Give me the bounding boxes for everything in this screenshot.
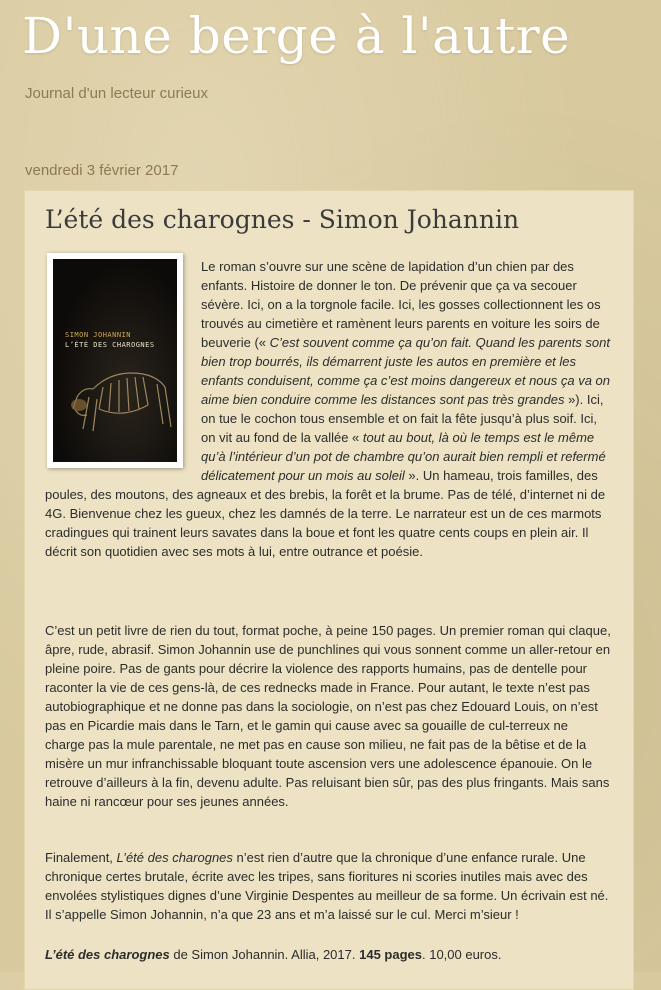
- blog-description: Journal d'un lecteur curieux: [25, 85, 208, 102]
- cover-title: L’ÉTÉ DES CHAROGNES: [65, 341, 155, 349]
- post-paragraph-1: Le roman s’ouvre sur une scène de lapidation d’un chien par des enfants. Histoire de donner le ton. De prévenir que ça va secouer sévère. Ici, on a la torgnole facile. Ici, les gosses collectionnent les os trouvés au cimetière et ramènent leurs parents en voiture les soirs de beuverie (« C’est souvent comme ça qu’on fait. Quand les parents sont bien trop bourrés, ils démarrent juste les autos en première et les enfants conduisent, comme ça c’est moins dangereux et nous ça va on aime bien conduire comme les distances sont pas très grandes »). Ici, on tue le cochon tous ensemble et on fait la fête jusqu’à plus soif. Ici, on vit au fond de la vallée « tout au bout, là où le temps est le même qu’à l’intérieur d’un pot de chambre qu’on aurait bien rempli et refermé délicatement pour un mois au soleil ». Un hameau, trois familles, des poules, des moutons, des agneaux et des brebis, la forêt et la brume. Pas de télé, d’internet ni de 4G. Bienvenue chez les gueux, chez les damnés de la terre. Le narrateur est un de ces marmots cradingues qui trainent leurs savates dans la boue et font les quatre cents coups en plein air. Il décrit son quotidien avec ses mots à lui, entre outrance et poésie.: [45, 259, 611, 559]
- post-title[interactable]: L’été des charognes - Simon Johannin: [45, 205, 520, 234]
- post-date: vendredi 3 février 2017: [25, 162, 179, 179]
- cover-author: SIMON JOHANNIN: [65, 331, 132, 339]
- blog-title[interactable]: D'une berge à l'autre: [22, 7, 571, 65]
- post-paragraph-2: C’est un petit livre de rien du tout, format poche, à peine 150 pages. Un premier roman qui claque, âpre, rude, abrasif. Simon Johannin use de punchlines qui vous sonnent comme un aller-retour en pleine poire. Pas de gants pour décrire la violence des rapports humains, pas de dentelle pour raconter la vie de ces gens-là, de ces rednecks made in France. Pour autant, le texte n’est pas autobiographique et ne donne pas dans la sociologie, on n’est pas chez Edouard Louis, on n’est pas en Picardie mais dans le Tarn, et le gamin qui cause avec sa gouaille de cul-terreux ne charge pas la mule parentale, ne met pas en cause son milieu, ne fait pas de la bêtise et de la misère un mur infranchissable bloquant toute ascension vers une adolescence épanouie. On le retrouve d’ailleurs à la fin, devenu adulte. Pas reluisant bien sûr, pas des plus fringants. Mais sans haine ni rancœur pour ses jeunes années.: [45, 623, 611, 809]
- post-book-info: L’été des charognes de Simon Johannin. Allia, 2017. 145 pages. 10,00 euros.: [45, 947, 502, 962]
- post-container: [24, 190, 634, 990]
- post-paragraph-3: Finalement, L’été des charognes n’est rien d’autre que la chronique d’une enfance rurale. Une chronique certes brutale, écrite avec les tripes, sans fioritures ni scories inutiles mais avec des envolées stylistiques dignes d’une Virginie Despentes au meilleur de sa forme. Un écrivain est né. Il s’appelle Simon Johannin, n’a que 23 ans et m’a laissé sur le cul. Merci m’sieur !: [45, 850, 609, 922]
